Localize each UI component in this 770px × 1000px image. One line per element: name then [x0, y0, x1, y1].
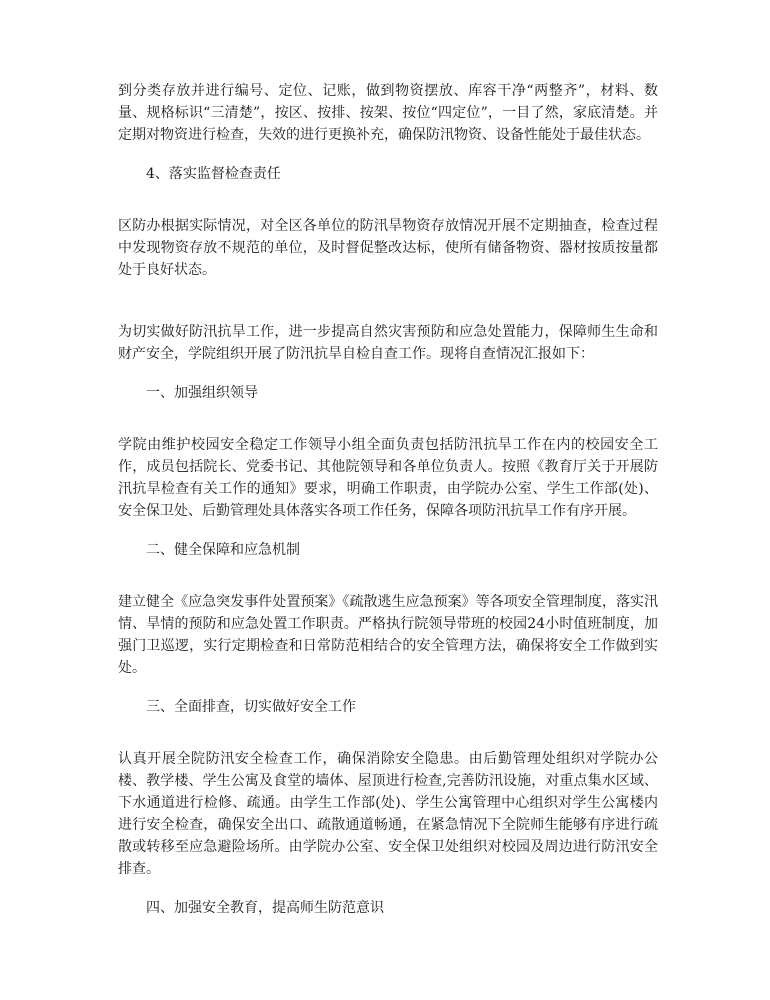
heading-emergency-mechanism: 二、健全保障和应急机制 [146, 542, 300, 558]
paragraph-organization: 学院由维护校园安全稳定工作领导小组全面负责包括防汛抗旱工作在内的校园安全工作，成员包括院长、党委书记、其他院领导和各单位负责人。按照《教育厅关于开展防汛抗旱检查有关工作的通知》要求，明确工作职责，由学院办公室、学生工作部(处)、安全保卫处、后勤管理处具体落实各项工作任务，保障各项防汛抗旱工作有序开展。 [118, 437, 658, 519]
heading-supervision: 4、落实监督检查责任 [146, 166, 281, 182]
paragraph-district-inspection: 区防办根据实际情况，对全区各单位的防汛旱物资存放情况开展不定期抽查，检查过程中发现物资存放不规范的单位，及时督促整改达标，使所有储备物资、器材按质按量都处于良好状态。 [118, 218, 658, 278]
paragraph-emergency-mechanism: 建立健全《应急突发事件处置预案》《疏散逃生应急预案》等各项安全管理制度，落实汛情、旱情的预防和应急处置工作职责。严格执行院领导带班的校园24小时值班制度，加强门卫巡逻，实行定期检查和日常防范相结合的安全管理方法，确保将安全工作做到实处。 [118, 594, 658, 676]
heading-inspection: 三、全面排查，切实做好安全工作 [146, 699, 356, 715]
heading-safety-education: 四、加强安全教育，提高师生防范意识 [146, 900, 384, 916]
paragraph-intro-self-check: 为切实做好防汛抗旱工作，进一步提高自然灾害预防和应急处置能力，保障师生生命和财产安全，学院组织开展了防汛抗旱自检自查工作。现将自查情况汇报如下： [118, 324, 658, 362]
document-page [118, 80, 658, 919]
paragraph-storage-rules: 到分类存放并进行编号、定位、记账，做到物资摆放、库容干净“两整齐”，材料、数量、规格标识“三清楚”，按区、按排、按架、按位“四定位”，一目了然，家底清楚。并定期对物资进行检查，失效的进行更换补充，确保防汛物资、设备性能处于最佳状态。 [118, 83, 658, 143]
paragraph-inspection: 认真开展全院防汛安全检查工作，确保消除安全隐患。由后勤管理处组织对学院办公楼、教学楼、学生公寓及食堂的墙体、屋顶进行检查,完善防汛设施，对重点集水区域、下水通道进行检修、疏通。由学生工作部(处)、学生公寓管理中心组织对学生公寓楼内进行安全检查，确保安全出口、疏散通道畅通，在紧急情况下全院师生能够有序进行疏散或转移至应急避险场所。由学院办公室、安全保卫处组织对校园及周边进行防汛安全排查。 [118, 751, 658, 877]
heading-organization: 一、加强组织领导 [146, 385, 258, 401]
